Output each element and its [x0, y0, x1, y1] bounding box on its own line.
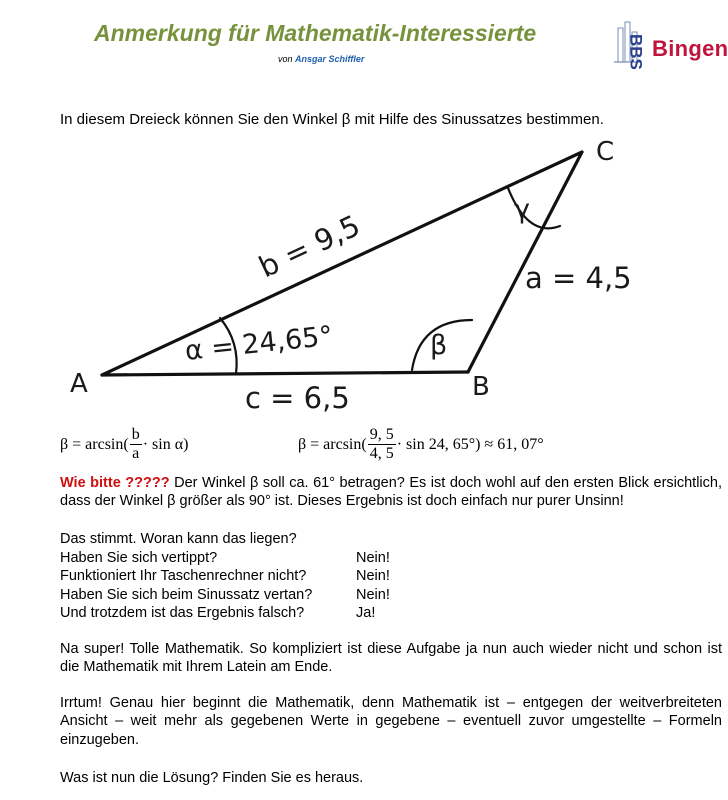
paragraph-5: Was ist nun die Lösung? Finden Sie es heraus. [60, 770, 364, 786]
formula1-lhs: β = arcsin( [60, 435, 129, 453]
side-c-label: c = 6,5 [245, 381, 350, 415]
exclaim-text: Wie bitte ????? [60, 475, 170, 491]
page-title: Anmerkung für Mathematik-Interessierte [94, 20, 537, 46]
question-text: Funktioniert Ihr Taschenrechner nicht? [60, 568, 307, 585]
formula2-den: 4, 5 [369, 445, 394, 462]
paragraph-3: Na super! Tolle Mathematik. So kompliziert ist diese Aufgabe ja nun auch wieder nicht und schon ist die Mathematik mit Ihrem Latein am Ende. [60, 641, 722, 676]
side-c-line [102, 372, 468, 375]
formula1-rhs: · sin α) [142, 435, 189, 453]
vertex-c-label: C [596, 137, 615, 167]
answer-text: Nein! [356, 550, 390, 566]
paragraph-2: Das stimmt. Woran kann das liegen? [60, 531, 297, 547]
formula1-fraction [130, 426, 142, 463]
logo-letters: BBS [626, 34, 646, 70]
answer-text: Nein! [356, 586, 390, 603]
logo-text: Bingen [652, 36, 728, 61]
question-list [60, 549, 722, 622]
formula2-lhs: β = arcsin( [298, 435, 367, 453]
answer-text: Nein! [356, 568, 390, 585]
formula2-num: 9, 5 [369, 426, 394, 443]
question-text: Haben Sie sich beim Sinussatz vertan? [60, 586, 313, 603]
angle-gamma-label: γ [514, 194, 530, 225]
side-b-line [102, 152, 582, 375]
question-text: Und trotzdem ist das Ergebnis falsch? [60, 604, 305, 621]
formula-numeric [298, 426, 544, 463]
vertex-b-label: B [472, 372, 490, 402]
formula2-rhs: · sin 24, 65°) ≈ 61, 07° [396, 435, 544, 453]
paragraph-4: Irrtum! Genau hier beginnt die Mathematik, denn Mathematik ist – entgegen der weitverbreiteten Ansicht – weit mehr als gegebenen Werte in gegebene – eventuell zuvor umgestellte – Formeln einzugeben. [60, 695, 722, 748]
side-b-label: b = 9,5 [253, 208, 366, 285]
question-row [60, 604, 722, 622]
question-row [60, 549, 722, 567]
triangle-figure [40, 130, 720, 430]
intro-text: In diesem Dreieck können Sie den Winkel β mit Hilfe des Sinussatzes bestimmen. [60, 111, 604, 128]
formula1-num: b [131, 426, 140, 443]
vertex-a-label: A [70, 369, 88, 399]
side-a-label: a = 4,5 [525, 261, 632, 295]
question-text: Haben Sie sich vertippt? [60, 550, 218, 566]
answer-text: Ja! [356, 604, 376, 621]
formula2-fraction [368, 426, 396, 463]
question-row [60, 567, 722, 585]
formula1-den: a [132, 445, 140, 462]
question-row [60, 586, 722, 604]
paragraph-1 [60, 474, 722, 511]
angle-beta-label: β [430, 330, 448, 361]
paragraph-1-text: Der Winkel β soll ca. 61° betragen? Es ist doch wohl auf den ersten Blick ersichtlich, dass der Winkel β größer als 90° ist. Dieses Ergebnis ist doch einfach nur purer Unsinn! [60, 475, 722, 510]
author-byline [278, 54, 364, 64]
formula-general [60, 426, 188, 463]
byline-prefix: von [278, 54, 293, 64]
author-name: Ansgar Schiffler [295, 54, 365, 64]
angle-alpha-label: α = 24,65° [183, 320, 335, 367]
triangle-lines [102, 152, 582, 375]
